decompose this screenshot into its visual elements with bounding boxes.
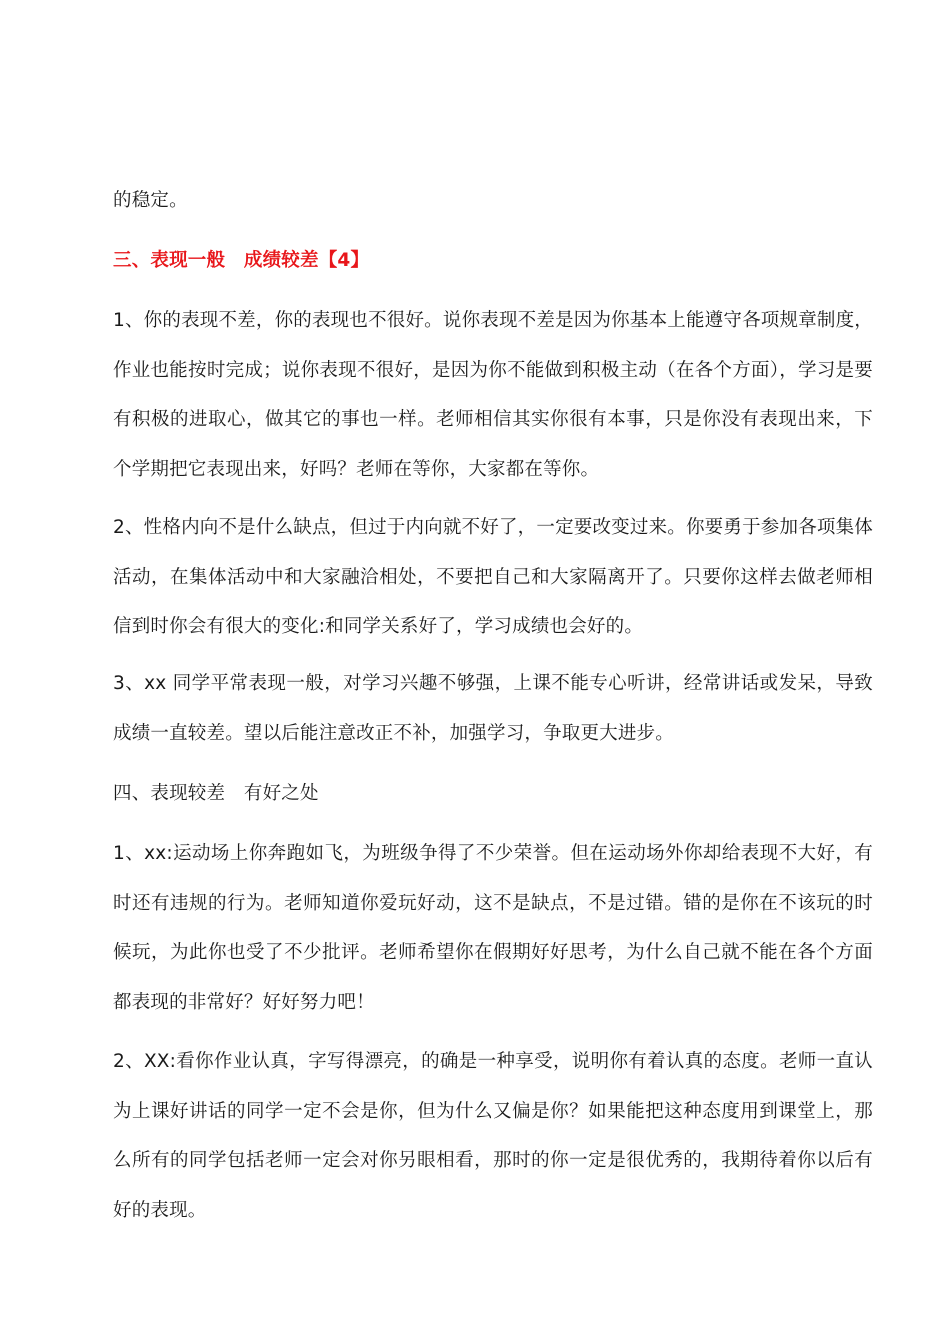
section-4-paragraph-1: 1、xx:运动场上你奔跑如飞，为班级争得了不少荣誉。但在运动场外你却给表现不大好，有时还有违规的行为。老师知道你爱玩好动，这不是缺点，不是过错。错的是你在不该玩的时候玩，为此你也受了不少批评。老师希望你在假期好好思考，为什么自己就不能在各个方面都表现的非常好？好好努力吧！ <box>113 843 873 1013</box>
section-3-paragraph-1: 1、你的表现不差，你的表现也不很好。说你表现不差是因为你基本上能遵守各项规章制度，作业也能按时完成；说你表现不很好，是因为你不能做到积极主动（在各个方面），学习是要有积极的进取心，做其它的事也一样。老师相信其实你很有本事，只是你没有表现出来，下个学期把它表现出来，好吗？老师在等你，大家都在等你。 <box>113 310 873 480</box>
continuation-text: 的稳定。 <box>113 190 188 211</box>
section-4-heading: 四、表现较差 有好之处 <box>113 783 319 804</box>
section-3-paragraph-2: 2、性格内向不是什么缺点，但过于内向就不好了，一定要改变过来。你要勇于参加各项集体活动，在集体活动中和大家融洽相处，不要把自己和大家隔离开了。只要你这样去做老师相信到时你会有很大的变化:和同学关系好了，学习成绩也会好的。 <box>113 517 873 637</box>
section-3-heading: 三、表现一般 成绩较差【4】 <box>113 250 370 271</box>
section-4-paragraph-2: 2、XX:看你作业认真，字写得漂亮，的确是一种享受，说明你有着认真的态度。老师一直认为上课好讲话的同学一定不会是你，但为什么又偏是你？如果能把这种态度用到课堂上，那么所有的同学包括老师一定会对你另眼相看，那时的你一定是很优秀的，我期待着你以后有好的表现。 <box>113 1051 873 1221</box>
section-3-paragraph-3: 3、xx 同学平常表现一般，对学习兴趣不够强，上课不能专心听讲，经常讲话或发呆，导致成绩一直较差。望以后能注意改正不补，加强学习，争取更大进步。 <box>113 673 873 744</box>
